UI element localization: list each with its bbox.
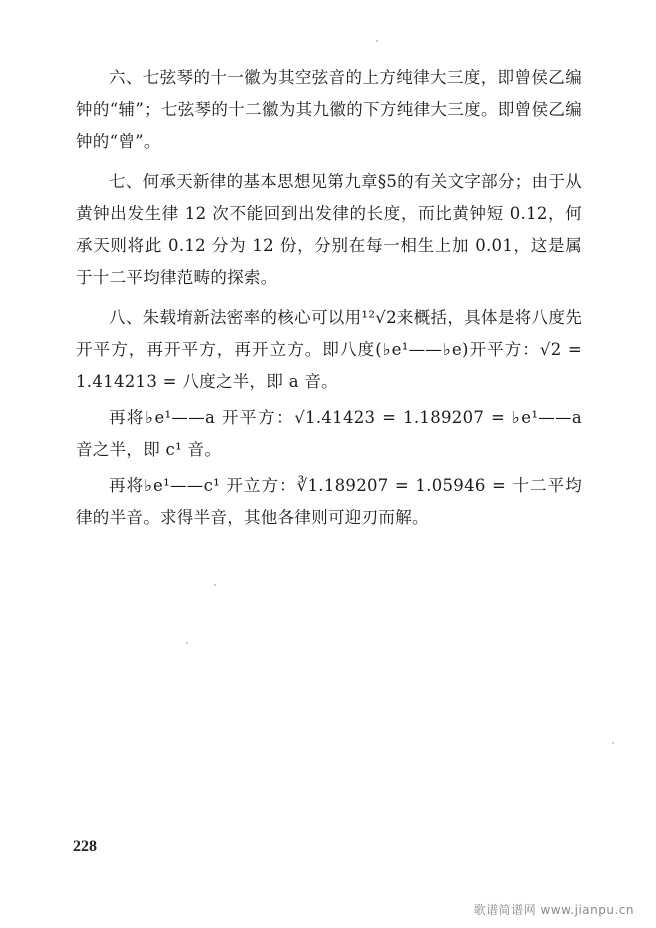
scan-speck (186, 642, 188, 644)
scan-speck (214, 584, 216, 586)
site-watermark: 歌谱简谱网 www.jianpu.cn (473, 903, 634, 917)
paragraph-eight-step-two: 再将♭e¹——a 开平方：√1.41423 = 1.189207 = ♭e¹——a 音之半，即 c¹ 音。 (76, 408, 582, 459)
paragraph-six: 六、七弦琴的十一徽为其空弦音的上方纯律大三度，即曾侯乙编钟的“辅”；七弦琴的十二徽为其九徽的下方纯律大三度。即曾侯乙编钟的“曾”。 (76, 68, 582, 151)
paragraph-eight-step-three: 再将♭e¹——c¹ 开立方：∛1.189207 = 1.05946 = 十二平均律的半音。求得半音，其他各律则可迎刃而解。 (76, 476, 582, 527)
paragraph-eight: 八、朱载堉新法密率的核心可以用¹²√2来概括，具体是将八度先开平方，再开平方，再开立方。即八度(♭e¹——♭e)开平方：√2 = 1.414213 = 八度之半，即 a 音。 (76, 308, 582, 391)
scan-speck (612, 742, 614, 744)
body-text (76, 62, 582, 542)
scan-speck (376, 40, 378, 42)
paragraph-seven: 七、何承天新律的基本思想见第九章§5的有关文字部分；由于从黄钟出发生律 12 次不能回到出发律的长度，而比黄钟短 0.12，何承天则将此 0.12 分为 12 份，分别在每一相生上加 0.01，这是属于十二平均律范畴的探索。 (76, 172, 582, 287)
page-number: 228 (73, 838, 97, 855)
